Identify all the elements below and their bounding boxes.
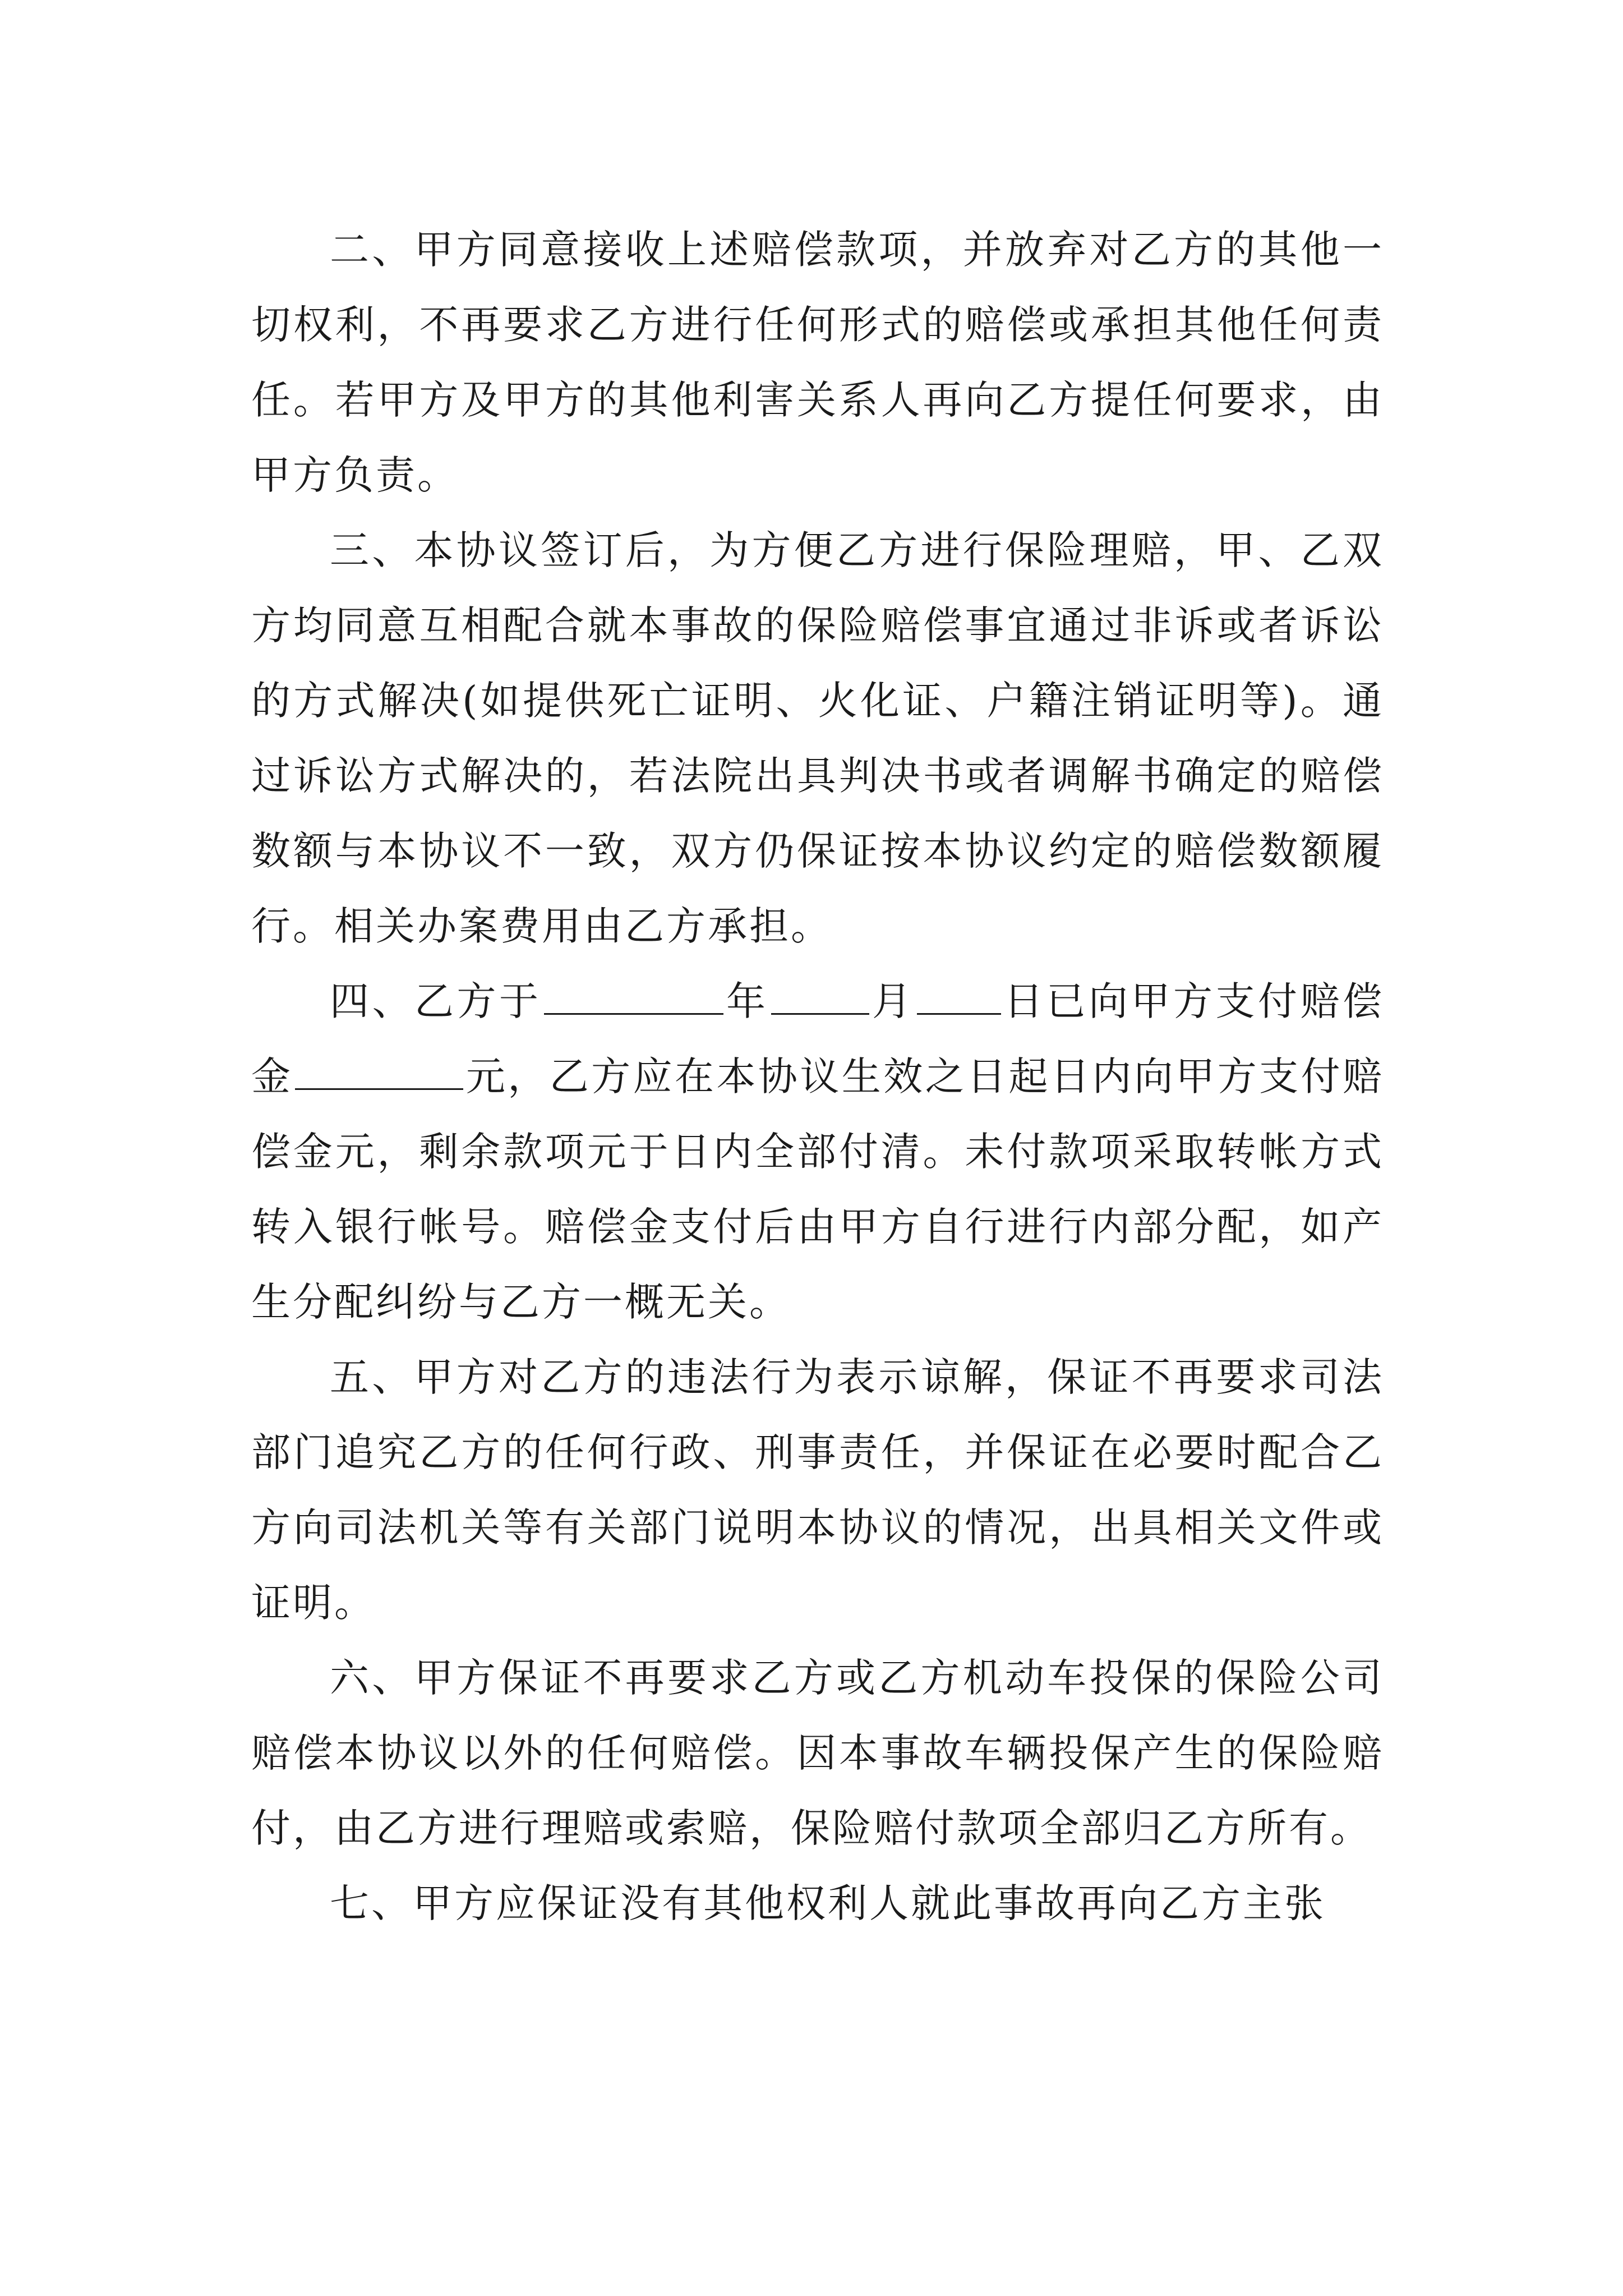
clause-4-part2: 年	[725, 978, 769, 1024]
agreement-body	[251, 212, 1384, 1941]
clause-4-part4: 日已向甲方支付赔偿金	[251, 978, 1384, 1099]
clause-4-part1: 四、乙方于	[330, 978, 542, 1024]
amount-blank	[295, 1055, 463, 1090]
day-blank	[917, 979, 1001, 1015]
clause-2: 二、甲方同意接收上述赔偿款项，并放弃对乙方的其他一切权利，不再要求乙方进行任何形式的赔偿或承担其他任何责任。若甲方及甲方的其他利害关系人再向乙方提任何要求，由甲方负责。	[251, 227, 1384, 498]
clause-6: 六、甲方保证不再要求乙方或乙方机动车投保的保险公司赔偿本协议以外的任何赔偿。因本事故车辆投保产生的保险赔付，由乙方进行理赔或索赔，保险赔付款项全部归乙方所有。	[251, 1655, 1384, 1851]
clause-7: 七、甲方应保证没有其他权利人就此事故再向乙方主张	[330, 1880, 1326, 1926]
month-blank	[771, 979, 869, 1015]
year-blank	[544, 979, 723, 1015]
clause-4-part5: 元，乙方应在本协议生效之日起日内向甲方支付赔偿金元，剩余款项元于日内全部付清。未付款项采取转帐方式转入银行帐号。赔偿金支付后由甲方自行进行内部分配，如产生分配纠纷与乙方一概无关。	[251, 1053, 1385, 1325]
clause-4	[251, 964, 1384, 1340]
clause-4-part3: 月	[871, 978, 915, 1024]
clause-5: 五、甲方对乙方的违法行为表示谅解，保证不再要求司法部门追究乙方的任何行政、刑事责任，并保证在必要时配合乙方向司法机关等有关部门说明本协议的情况，出具相关文件或证明。	[251, 1354, 1384, 1626]
clause-3: 三、本协议签订后，为方便乙方进行保险理赔，甲、乙双方均同意互相配合就本事故的保险赔偿事宜通过非诉或者诉讼的方式解决(如提供死亡证明、火化证、户籍注销证明等)。通过诉讼方式解决的，若法院出具判决书或者调解书确定的赔偿数额与本协议不一致，双方仍保证按本协议约定的赔偿数额履行。相关办案费用由乙方承担。	[251, 527, 1384, 949]
